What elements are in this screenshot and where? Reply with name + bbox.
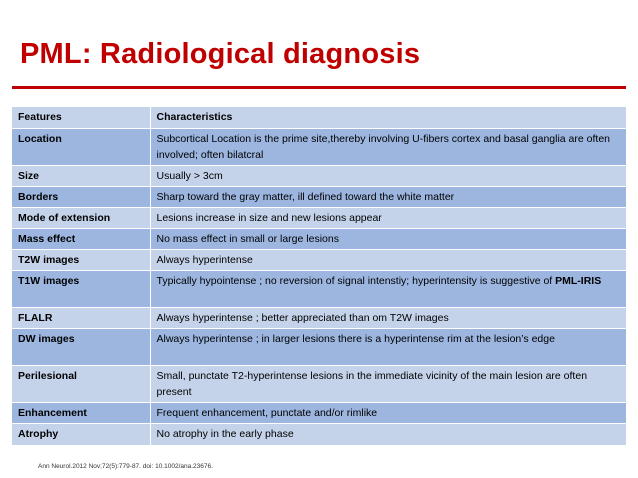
table-row [12,329,626,366]
table-row [12,366,626,403]
row-feature: Location [12,129,150,166]
row-feature: Mode of extension [12,208,150,229]
header-features: Features [12,107,150,129]
table-row [12,187,626,208]
table-row [12,250,626,271]
header-characteristics: Characteristics [150,107,626,129]
row-characteristic: Subcortical Location is the prime site,thereby involving U-fibers cortex and basal ganglia are often involved; often bilatcral [150,129,626,166]
citation: Ann Neurol.2012 Nov;72(5):779-87. doi: 10.1002/ana.23676. [38,463,213,470]
row-feature: Mass effect [12,229,150,250]
table-row [12,403,626,424]
row-characteristic-emphasis: PML-IRIS [555,275,602,287]
table-header-row [12,107,626,129]
row-feature: Borders [12,187,150,208]
row-feature: T1W images [12,271,150,308]
row-feature: Atrophy [12,424,150,445]
table-row [12,129,626,166]
slide-title: PML: Radiological diagnosis [20,38,421,70]
row-characteristic: No atrophy in the early phase [150,424,626,445]
row-characteristic: Small, punctate T2-hyperintense lesions in the immediate vicinity of the main lesion are often present [150,366,626,403]
row-characteristic: No mass effect in small or large lesions [150,229,626,250]
row-feature: Enhancement [12,403,150,424]
features-table [12,106,626,445]
row-characteristic: Usually > 3cm [150,166,626,187]
row-characteristic-text: Typically hypointense ; no reversion of signal intenstiy; hyperintensity is suggestive of [156,275,556,287]
row-characteristic: Frequent enhancement, punctate and/or rimlike [150,403,626,424]
row-feature: T2W images [12,250,150,271]
table-row [12,208,626,229]
table-row [12,271,626,308]
row-feature: FLALR [12,308,150,329]
table-row [12,308,626,329]
row-feature: DW images [12,329,150,366]
row-feature: Size [12,166,150,187]
title-divider [12,86,626,89]
table-row [12,424,626,445]
row-characteristic: Always hyperintense [150,250,626,271]
row-characteristic: Always hyperintense ; in larger lesions there is a hyperintense rim at the lesion’s edge [150,329,626,366]
row-characteristic [150,271,626,308]
table-row [12,229,626,250]
row-feature: Perilesional [12,366,150,403]
row-characteristic: Sharp toward the gray matter, ill defined toward the white matter [150,187,626,208]
table-row [12,166,626,187]
row-characteristic: Always hyperintense ; better appreciated than om T2W images [150,308,626,329]
row-characteristic: Lesions increase in size and new lesions appear [150,208,626,229]
